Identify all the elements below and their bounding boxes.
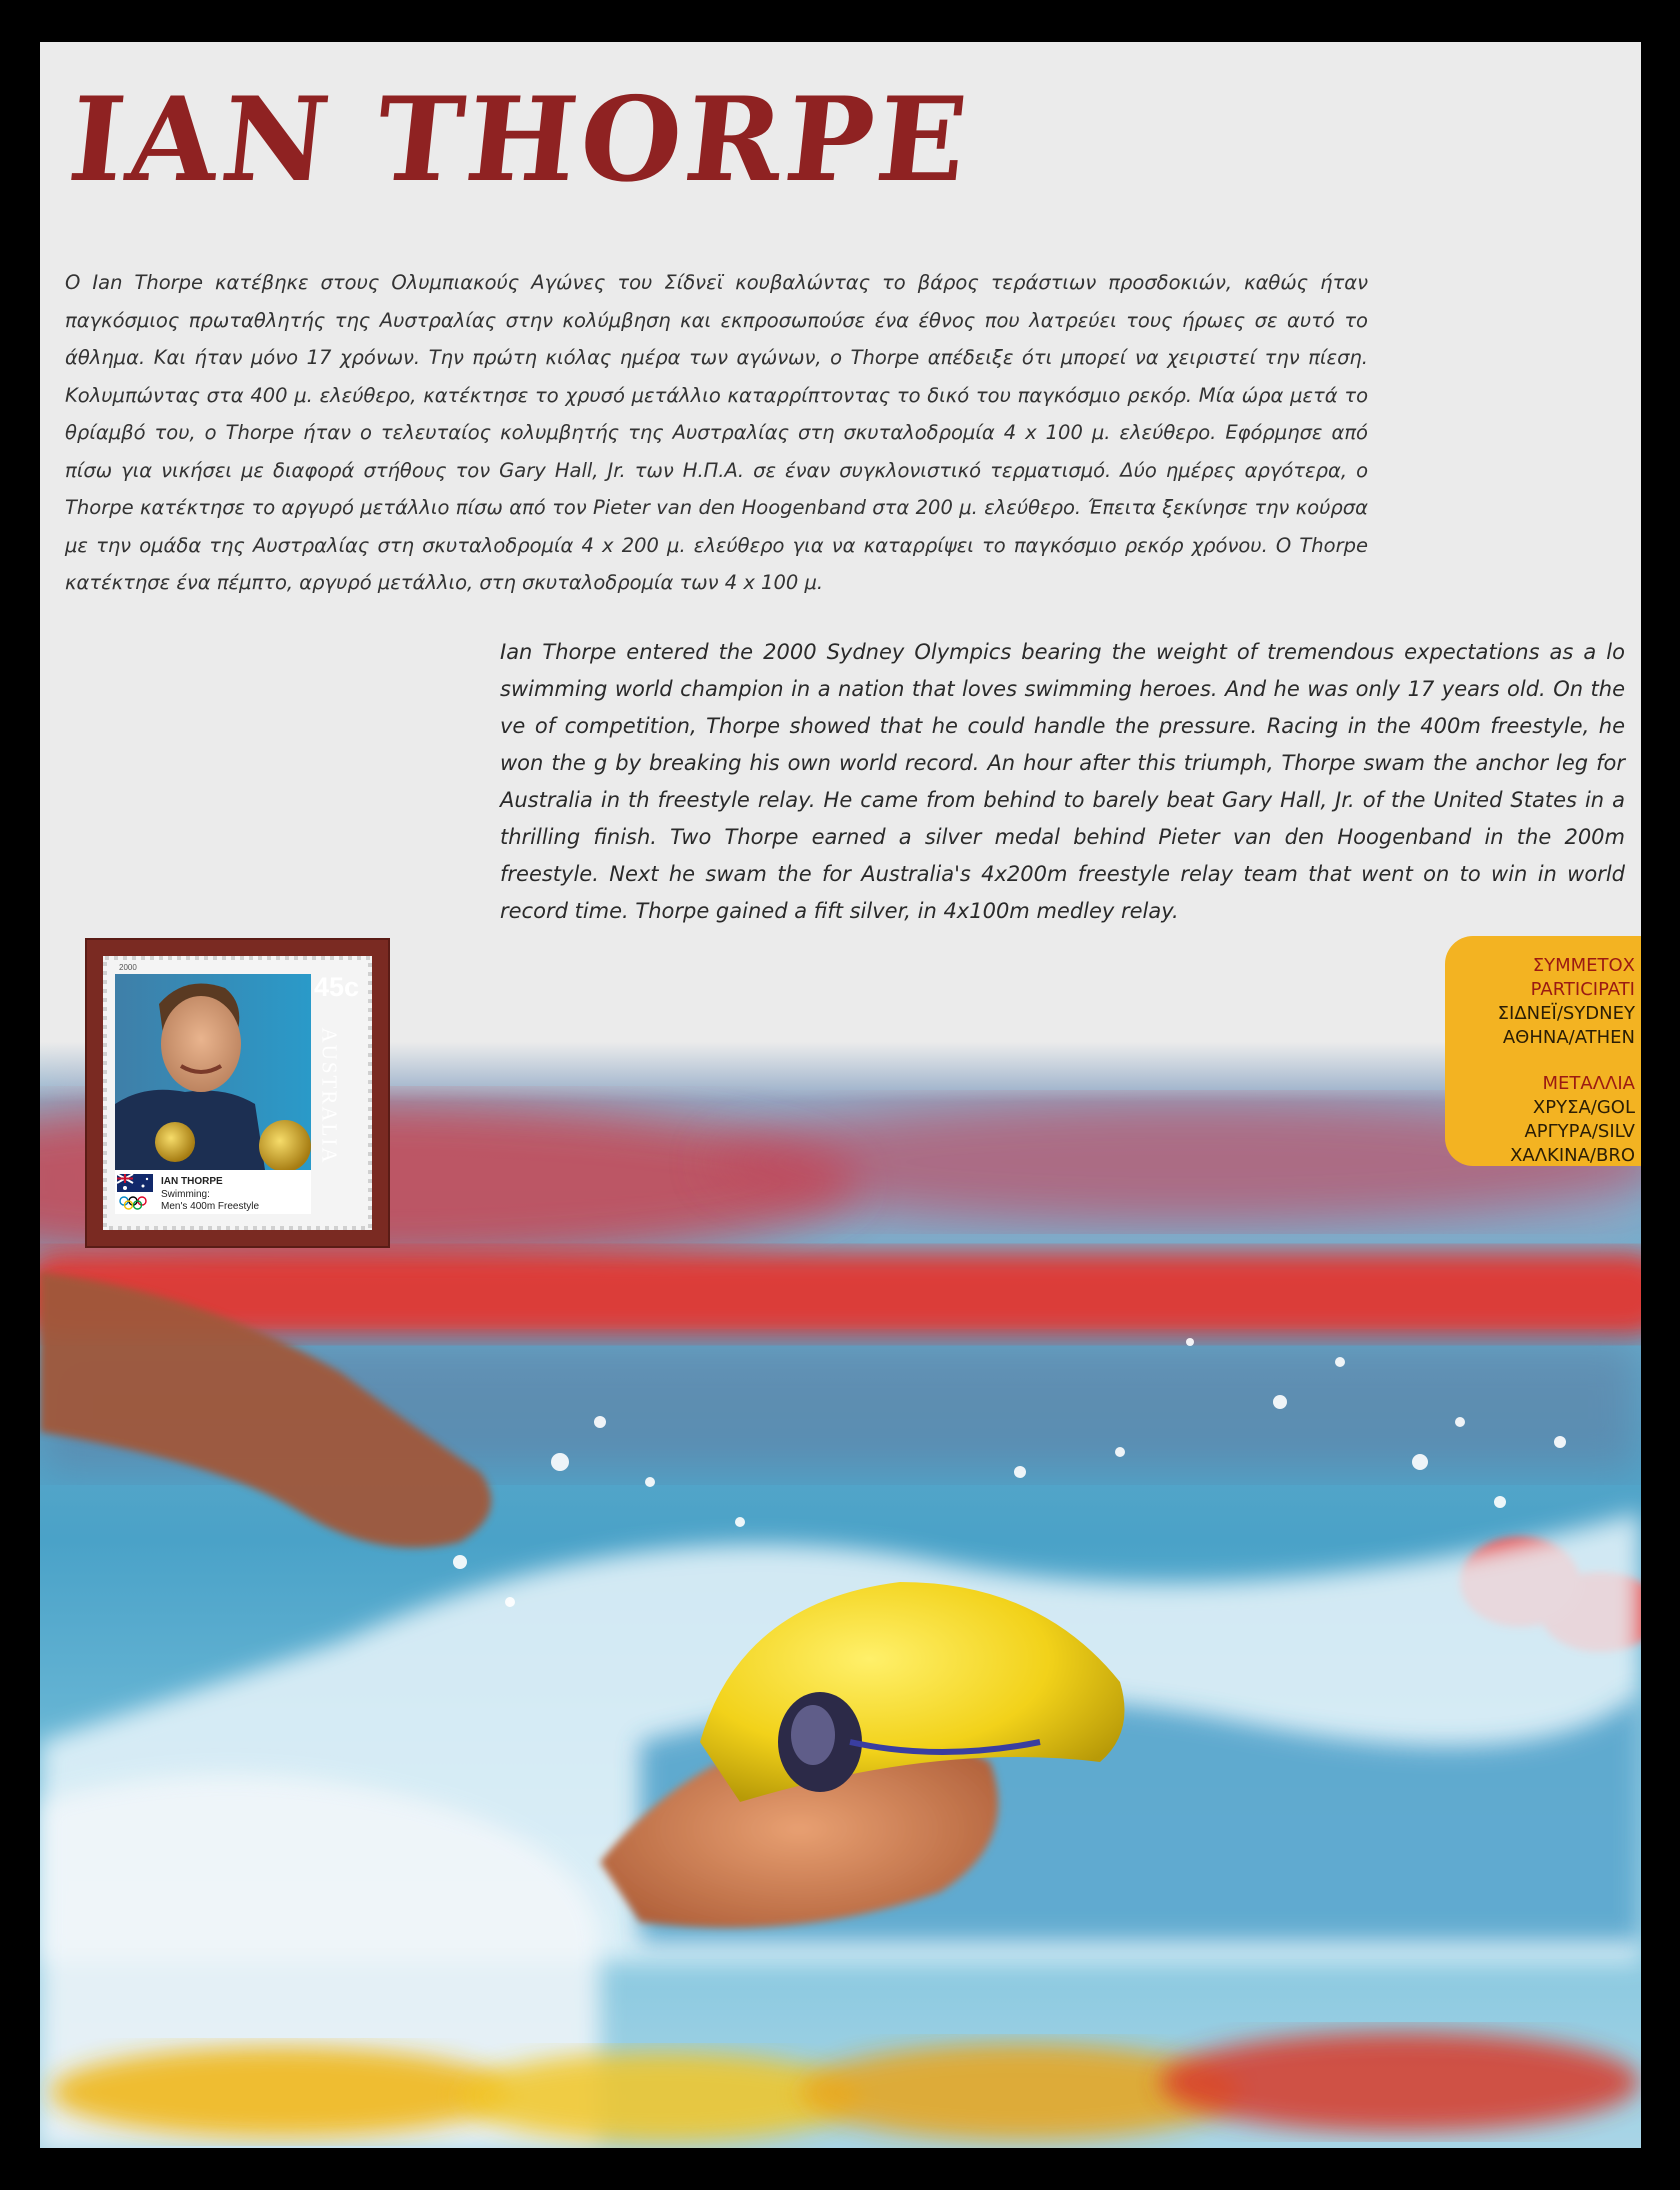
medals-bronze: ΧΑΛΚΙΝΑ/BRO [1510,1145,1635,1166]
stamp-portrait-photo [115,974,311,1170]
stamp-mount [85,938,390,1248]
games-sydney: ΣΙΔΝΕΪ/SYDNEY [1497,1003,1635,1024]
participation-heading-english: PARTICIPATI [1530,979,1635,1000]
stamp-country: AUSTRALIA [317,1027,342,1165]
medals-silver: ΑΡΓΥΡΑ/SILV [1524,1121,1635,1142]
album-page [40,42,1641,2148]
games-athens: ΑΘΗΝΑ/ATHEN [1502,1027,1635,1048]
medals-gold: ΧΡΥΣΑ/GOL [1532,1097,1635,1118]
stamp-caption [115,1170,311,1214]
participation-heading-greek: ΣΥΜΜΕΤΟΧ [1532,955,1635,976]
postage-stamp [103,956,372,1230]
greek-description: O Ian Thorpe κατέβηκε στους Ολυμπιακούς Αγώνες του Σίδνεϊ κουβαλώντας το βάρος τεράστιων προσδοκιών, καθώς ήταν παγκόσμιος πρωταθλητής της Αυστραλίας στην κολύμβηση και εκπροσωπούσε ένα έθνος που λατρεύει τους ήρωες σε αυτό το άθλημα. Και ήταν μόνο 17 χρόνων. Την πρώτη κιόλας ημέρα των αγώνων, ο Thorpe απέδειξε ότι μπορεί να χειριστεί την πίεση. Κολυμπώντας στα 400 μ. ελεύθερο, κατέκτησε το χρυσό μετάλλιο καταρρίπτοντας το δικό του παγκόσμιο ρεκόρ. Μία ώρα μετά το θρίαμβό του, ο Thorpe ήταν ο τελευταίος κολυμβητής της Αυστραλίας στη σκυταλοδρομία 4 x 100 μ. ελεύθερο. Εφόρμησε από πίσω για νικήσει με διαφορά στήθους τον Gary Hall, Jr. των Η.Π.Α. σε έναν συγκλονιστικό τερματισμό. Δύο ημέρες αργότερα, ο Thorpe κατέκτησε το αργυρό μετάλλιο πίσω από τον Pieter van den Hoogenband στα 200 μ. ελεύθερο. Έπειτα ξεκίνησε την κούρσα με την ομάδα της Αυστραλίας στη σκυταλοδρομία 4 x 200 μ. ελεύθερο για να καταρρίψει το παγκόσμιο ρεκόρ χρόνου. Ο Thorpe κατέκτησε ένα πέμπτο, αργυρό μετάλλιο, στη σκυταλοδρομία των 4 x 100 μ. [65,271,1368,594]
stamp-face-value: 45c [314,972,360,1002]
participation-info-box [1445,936,1641,1166]
medals-heading: ΜΕΤΑΛΛΙΑ [1542,1073,1635,1094]
stamp-year: 2000 [119,963,137,972]
australian-flag-and-olympic-rings-icon [117,1174,157,1212]
english-description: Ian Thorpe entered the 2000 Sydney Olympics bearing the weight of tremendous expectations as a lo swimming world champion in a nation that loves swimming heroes. And he was only 17 years old. On the ve of competition, Thorpe showed that he could handle the pressure. Racing in the 400m freestyle, he won the g by breaking his own world record. An hour after this triumph, Thorpe swam the anchor leg for Australia in th freestyle relay. He came from behind to barely beat Gary Hall, Jr. of the United States in a thrilling finish. Two Thorpe earned a silver medal behind Pieter van den Hoogenband in the 200m freestyle. Next he swam the for Australia's 4x200m freestyle relay team that went on to win in world record time. Thorpe gained a fift silver, in 4x100m medley relay. [500,640,1625,923]
stamp-event-line-2: Men's 400m Freestyle [161,1201,260,1212]
stamp-athlete-name: IAN THORPE [161,1176,223,1187]
page-title: IAN THORPE [62,72,977,208]
stamp-event-line-1: Swimming: [161,1189,210,1200]
